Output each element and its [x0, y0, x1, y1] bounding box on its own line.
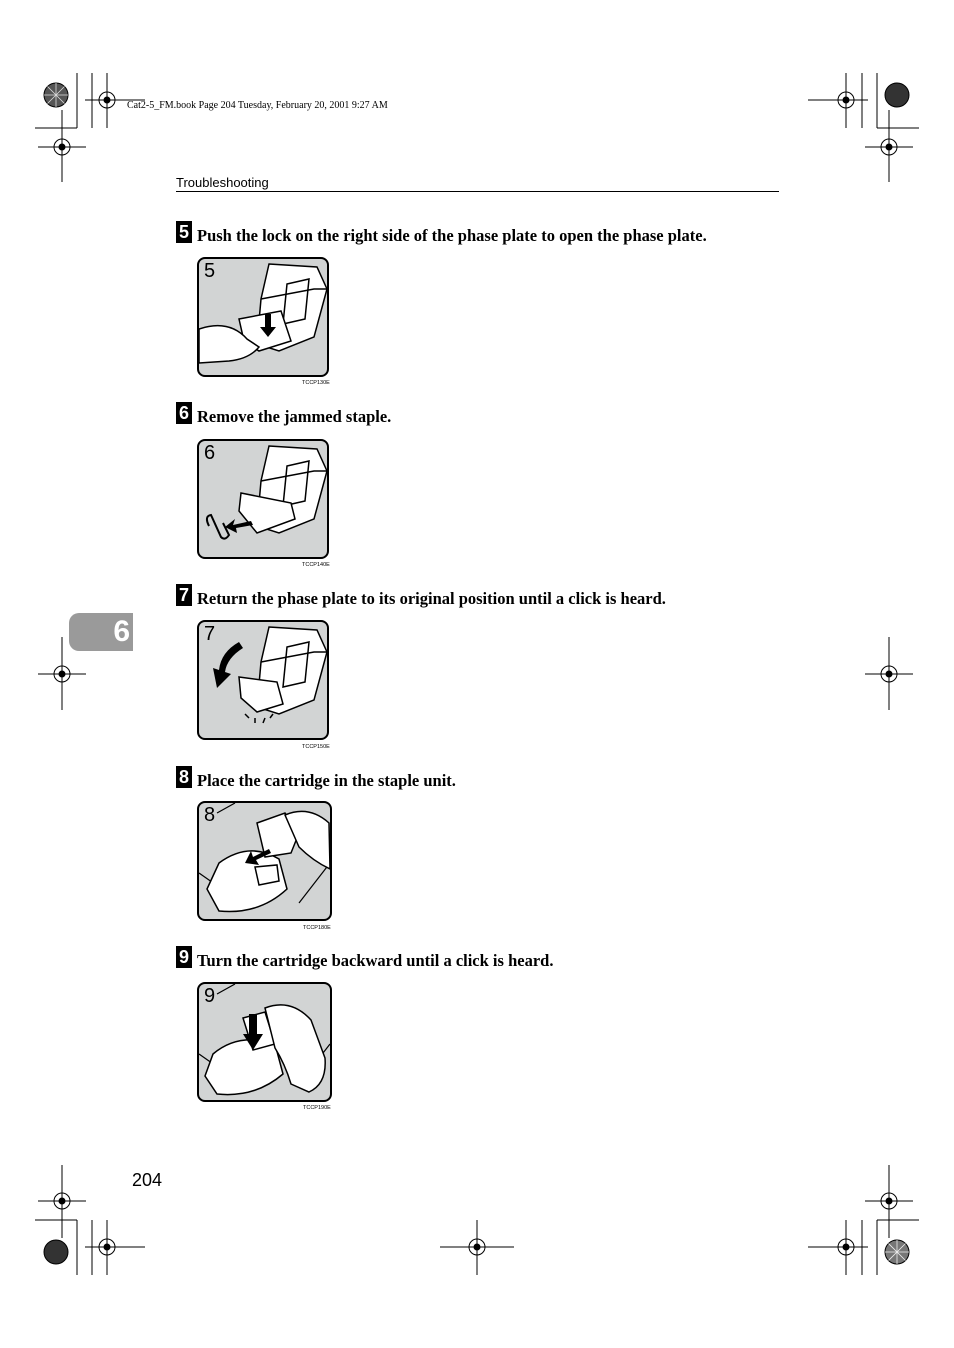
- step-number: 5: [176, 221, 192, 243]
- figure-code: TCCP190E: [303, 1105, 331, 1111]
- staple-unit-illustration: [199, 984, 330, 1100]
- figure-number: 6: [204, 442, 216, 464]
- step-number: 8: [176, 766, 192, 788]
- step-number: 7: [176, 584, 192, 606]
- staple-unit-illustration: [199, 803, 330, 919]
- step-illustration: [197, 439, 329, 559]
- figure-code: TCCP180E: [303, 925, 331, 931]
- figure-code: TCCP150E: [302, 744, 330, 750]
- figure-number: 5: [204, 260, 216, 282]
- printer-slug-line: Cat2-5_FM.book Page 204 Tuesday, February 20, 2001 9:27 AM: [127, 100, 388, 111]
- step-illustration: [197, 801, 332, 921]
- stapler-cartridge-illustration: [199, 259, 327, 375]
- stapler-cartridge-illustration: [199, 622, 327, 738]
- section-header: Troubleshooting: [176, 175, 269, 190]
- header-rule: [176, 191, 779, 192]
- step-illustration: [197, 982, 332, 1102]
- step-illustration: [197, 620, 329, 740]
- figure-number: 8: [204, 804, 216, 826]
- step-illustration: [197, 257, 329, 377]
- stapler-cartridge-illustration: [199, 441, 327, 557]
- step-instruction: Place the cartridge in the staple unit.: [197, 771, 456, 790]
- step-number: 6: [176, 402, 192, 424]
- figure-number: 9: [204, 985, 216, 1007]
- chapter-tab: 6: [69, 613, 133, 651]
- registration-wheel-br: [885, 1240, 909, 1264]
- figure-code: TCCP130E: [302, 380, 330, 386]
- step-instruction: Return the phase plate to its original position until a click is heard.: [197, 589, 666, 608]
- step-instruction: Push the lock on the right side of the phase plate to open the phase plate.: [197, 226, 707, 245]
- registration-wheel-bl: [44, 1240, 68, 1264]
- page-number: 204: [132, 1170, 163, 1190]
- registration-wheel-tl: [44, 83, 68, 107]
- figure-code: TCCP140E: [302, 562, 330, 568]
- step-instruction: Turn the cartridge backward until a click is heard.: [197, 951, 554, 970]
- step-number: 9: [176, 946, 192, 968]
- figure-number: 7: [204, 623, 216, 645]
- registration-wheel-tr: [885, 83, 909, 107]
- step-instruction: Remove the jammed staple.: [197, 407, 392, 426]
